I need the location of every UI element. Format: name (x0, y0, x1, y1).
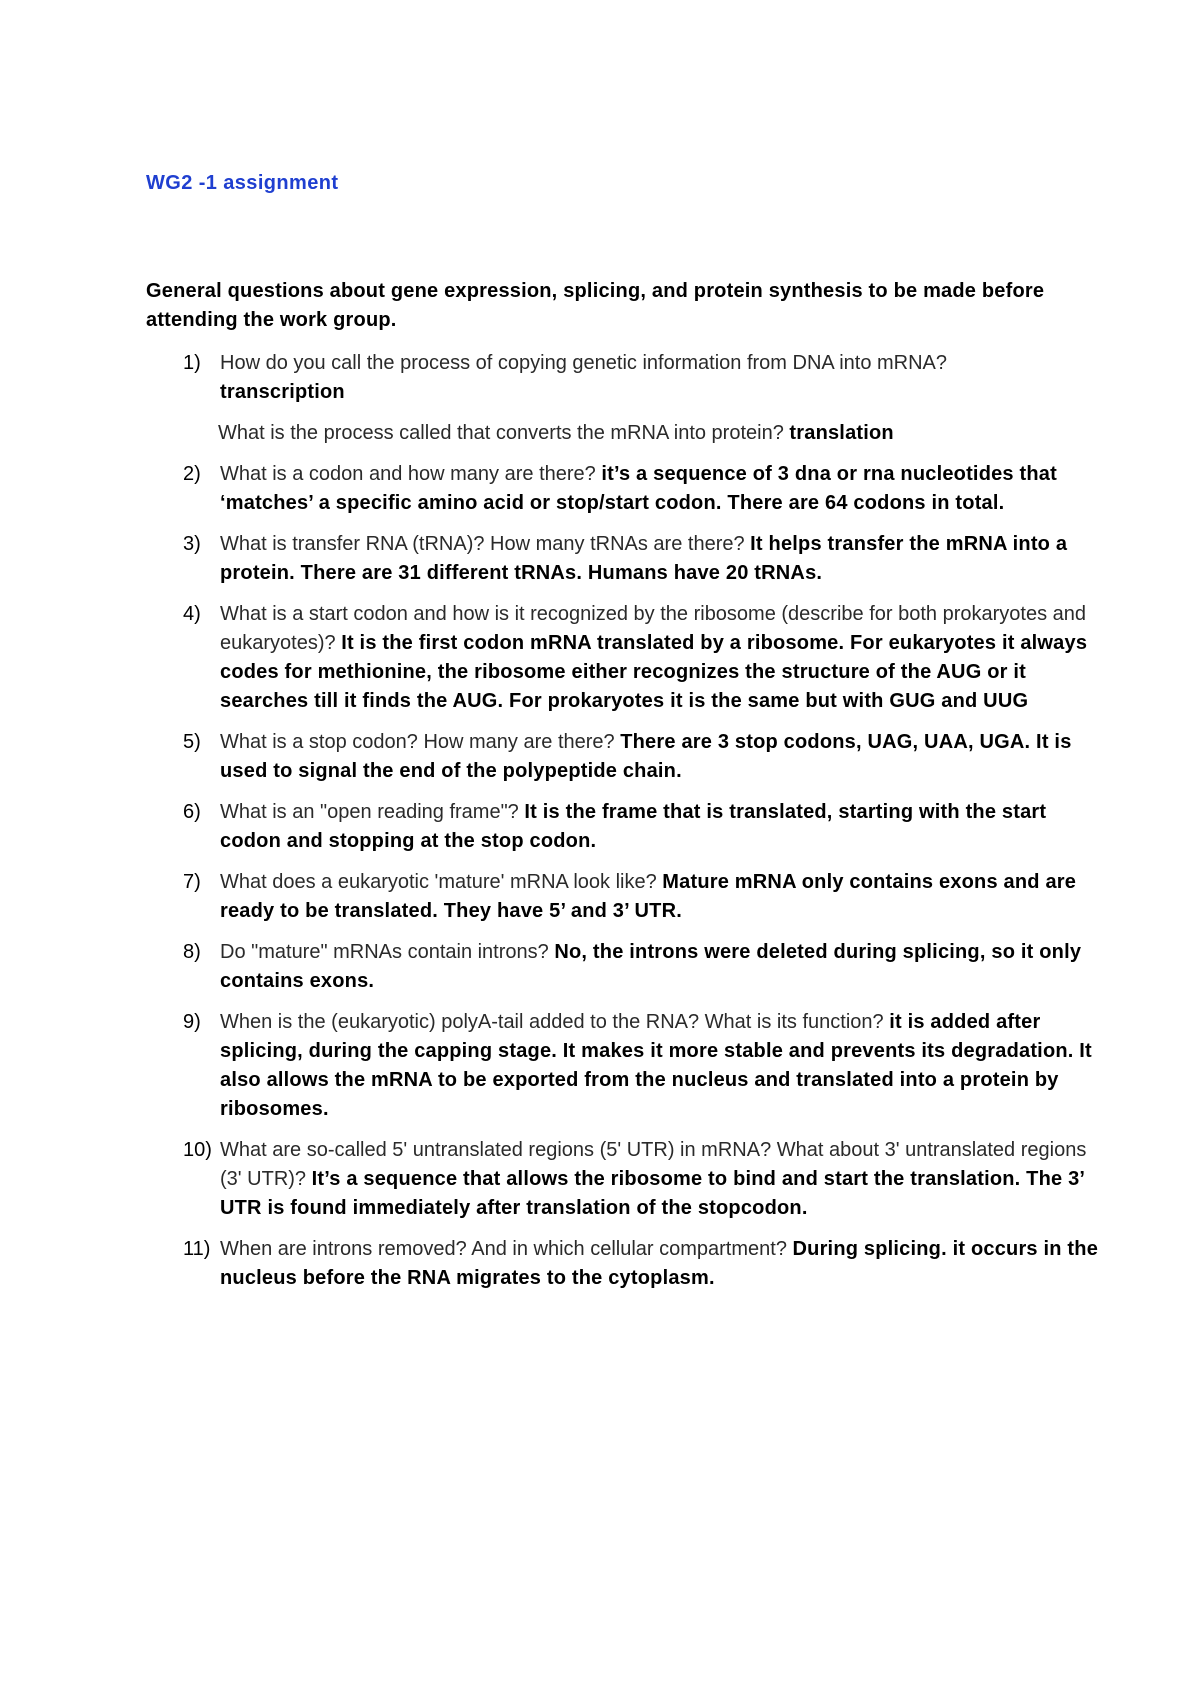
answer-text: There are 3 stop codons, UAG, UAA, UGA. It is used to signal the end of the polypeptide chain. (220, 731, 1072, 782)
document-title: WG2 -1 assignment (146, 172, 339, 194)
answer-text: No, the introns were deleted during splicing, so it only contains exons. (220, 941, 1082, 992)
question-number: 1) (183, 352, 201, 374)
question-text: When are introns removed? And in which cellular compartment? (220, 1238, 787, 1260)
question-item (0, 1008, 1100, 1124)
question-item (0, 349, 1100, 448)
answer-text: During splicing. it occurs in the nucleus before the RNA migrates to the cytoplasm. (220, 1238, 1099, 1289)
question-item (0, 1136, 1100, 1223)
question-item (0, 530, 1100, 588)
answer-text: Mature mRNA only contains exons and are ready to be translated. They have 5’ and 3’ UTR. (220, 871, 1077, 922)
question-list (0, 349, 1200, 1305)
answer-text: It helps transfer the mRNA into a protein. There are 31 different tRNAs. Humans have 20 tRNAs. (220, 533, 1068, 584)
question-number: 7) (183, 871, 201, 893)
question-item (0, 1235, 1100, 1293)
sub-question (218, 419, 1100, 448)
question-text: What is a start codon and how is it recognized by the ribosome (describe for both prokaryotes and eukaryotes)? (220, 603, 1087, 654)
question-item (0, 460, 1100, 518)
answer-text: it’s a sequence of 3 dna or rna nucleotides that ‘matches’ a specific amino acid or stop/start codon. There are 64 codons in total. (220, 463, 1057, 514)
question-text: What is a stop codon? How many are there? (220, 731, 615, 753)
answer-text: It is the frame that is translated, starting with the start codon and stopping at the stop codon. (220, 801, 1047, 852)
answer-text: transcription (220, 381, 345, 403)
question-item (0, 868, 1100, 926)
question-text: What are so-called 5' untranslated regions (5' UTR) in mRNA? What about 3' untranslated regions (3' UTR)? (220, 1139, 1087, 1190)
question-item (0, 798, 1100, 856)
question-number: 4) (183, 603, 201, 625)
question-number: 9) (183, 1011, 201, 1033)
question-item (0, 728, 1100, 786)
question-text: Do "mature" mRNAs contain introns? (220, 941, 549, 963)
answer-text: It’s a sequence that allows the ribosome to bind and start the translation. The 3’ UTR is found immediately after translation of the stopcodon. (220, 1168, 1085, 1219)
question-number: 8) (183, 941, 201, 963)
question-text: What is a codon and how many are there? (220, 463, 596, 485)
question-item (0, 600, 1100, 716)
question-number: 10) (183, 1139, 212, 1161)
question-number: 5) (183, 731, 201, 753)
question-number: 3) (183, 533, 201, 555)
question-text: How do you call the process of copying genetic information from DNA into mRNA? (220, 352, 948, 374)
question-text: When is the (eukaryotic) polyA-tail added to the RNA? What is its function? (220, 1011, 884, 1033)
answer-text: It is the first codon mRNA translated by a ribosome. For eukaryotes it always codes for methionine, the ribosome either recognizes the structure of the AUG or it searches till it finds the AUG. For prokaryotes it is the same but with GUG and UUG (220, 632, 1088, 712)
intro-paragraph: General questions about gene expression, splicing, and protein synthesis to be made before attending the work group. (146, 280, 1045, 331)
answer-text: it is added after splicing, during the capping stage. It makes it more stable and prevents its degradation. It also allows the mRNA to be exported from the nucleus and translated into a protein by ribosomes. (220, 1011, 1092, 1120)
question-text: What is transfer RNA (tRNA)? How many tRNAs are there? (220, 533, 745, 555)
question-number: 2) (183, 463, 201, 485)
question-item (0, 938, 1100, 996)
question-text: What does a eukaryotic 'mature' mRNA look like? (220, 871, 657, 893)
sub-answer-text: translation (789, 422, 894, 444)
question-number: 11) (183, 1238, 211, 1260)
sub-question-text: What is the process called that converts the mRNA into protein? (218, 422, 784, 444)
question-text: What is an "open reading frame"? (220, 801, 519, 823)
question-number: 6) (183, 801, 201, 823)
